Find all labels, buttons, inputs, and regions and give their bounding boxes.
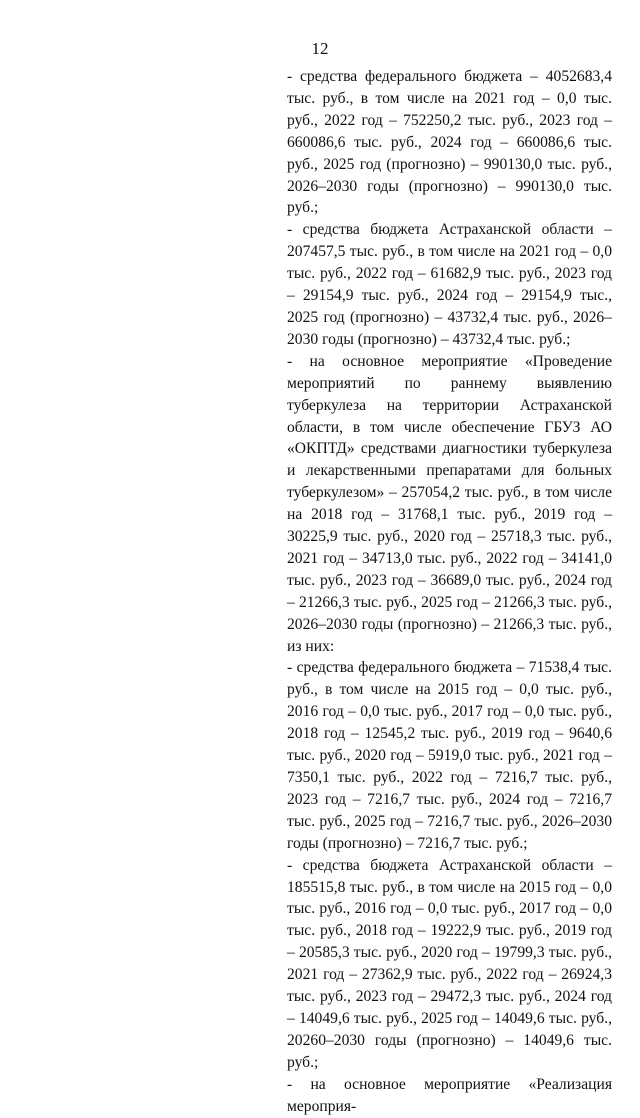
paragraph-federal-budget-2015-2030: - средства федерального бюджета – 71538,4 тыс. руб., в том числе на 2015 год – 0,0 тыс. руб., 2016 год – 0,0 тыс. руб., 2017 год – 0,0 тыс. руб., 2018 год – 12545,2 тыс. руб., 2019 год – 9640,6 тыс. руб., 2020 год – 5919,0 тыс. руб., 2021 год – 7350,1 тыс. руб., 2022 год – 7216,7 тыс. руб., 2023 год – 7216,7 тыс. руб., 2024 год – 7216,7 тыс. руб., 2025 год – 7216,7 тыс. руб., 2026–2030 годы (прогнозно) – 7216,7 тыс. руб.; [287, 659, 612, 852]
paragraph-regional-budget-2015-2030: - средства бюджета Астраханской области – 185515,8 тыс. руб., в том числе на 2015 год – 0,0 тыс. руб., 2016 год – 0,0 тыс. руб., 2017 год – 0,0 тыс. руб., 2018 год – 19222,9 тыс. руб., 2019 год – 20585,3 тыс. руб., 2020 год – 19799,3 тыс. руб., 2021 год – 27362,9 тыс. руб., 2022 год – 26924,3 тыс. руб., 2023 год – 29472,3 тыс. руб., 2024 год – 14049,6 тыс. руб., 2025 год – 14049,6 тыс. руб., 20260–2030 годы (прогнозно) – 14049,6 тыс. руб.; [287, 856, 612, 1071]
paragraph-federal-budget-2021-2030: - средства федерального бюджета – 4052683,4 тыс. руб., в том числе на 2021 год – 0,0 тыс. руб., 2022 год – 752250,2 тыс. руб., 2023 год – 660086,6 тыс. руб., 2024 год – 660086,6 тыс. руб., 2025 год (прогнозно) – 990130,0 тыс. руб., 2026–2030 годы (прогнозно) – 990130,0 тыс. руб.; [287, 68, 612, 217]
document-body [287, 66, 612, 1118]
paragraph-tuberculosis-detection-measure: - на основное мероприятие «Проведение мероприятий по раннему выявлению туберкулеза на территории Астраханской области, в том числе обеспечение ГБУЗ АО «ОКПТД» средствами диагностики туберкулеза и лекарственными препаратами для больных туберкулезом» – 257054,2 тыс. руб., в том числе на 2018 год – 31768,1 тыс. руб., 2019 год – 30225,9 тыс. руб., 2020 год – 25718,3 тыс. руб., 2021 год – 34713,0 тыс. руб., 2022 год – 34141,0 тыс. руб., 2023 год – 36689,0 тыс. руб., 2024 год – 21266,3 тыс. руб., 2025 год – 21266,3 тыс. руб., 2026–2030 годы (прогнозно) – 21266,3 тыс. руб., из них: [287, 352, 612, 655]
page-number: 12 [311, 39, 329, 58]
paragraph-regional-budget-2021-2030: - средства бюджета Астраханской области – 207457,5 тыс. руб., в том числе на 2021 год – 0,0 тыс. руб., 2022 год – 61682,9 тыс. руб., 2023 год – 29154,9 тыс. руб., 2024 год – 29154,9 тыс., 2025 год (прогнозно) – 43732,4 тыс. руб., 2026–2030 годы (прогнозно) – 43732,4 тыс. руб.; [287, 221, 612, 348]
paragraph-next-measure: - на основное мероприятие «Реализация мероприя- [287, 1075, 612, 1115]
